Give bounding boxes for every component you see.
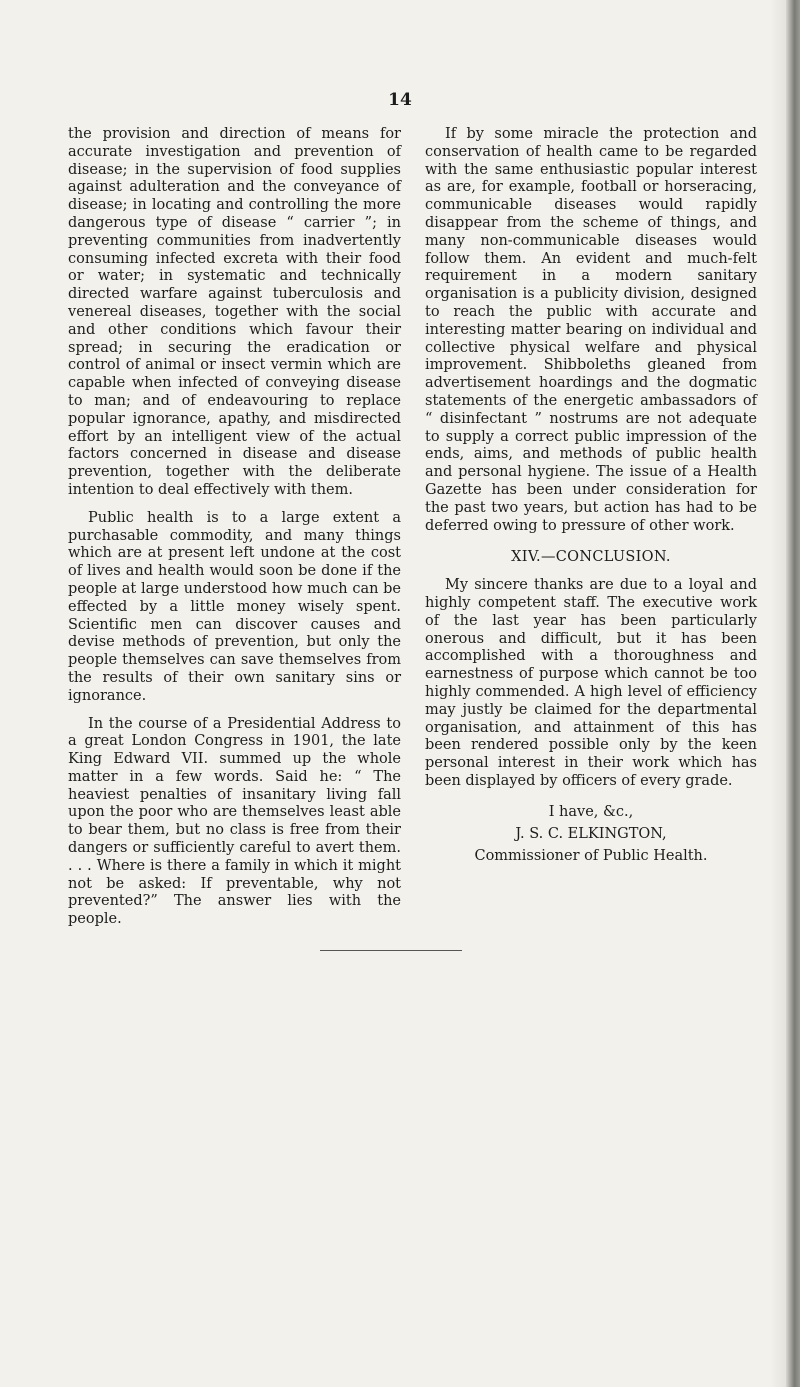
page-edge-strip bbox=[786, 0, 800, 1387]
end-rule bbox=[320, 950, 462, 951]
paragraph-disease-prevention: the provision and direction of means for accurate investigation and prevention of disease; in the supervision of food supplies against adulteration and the conveyance of disease; in locating and controlling the more dangerous type of disease “ carrier ”; in preventing communities from inadvertently consuming infected excreta with their food or water; in systematic and technically directed warfare against tuberculosis and venereal diseases, together with the social and other conditions which favour their spread; in securing the eradication or control of animal or insect vermin which are capable when infected of conveying disease to man; and of endeavouring to replace popular ignorance, apathy, and misdirected effort by an intelligent view of the actual factors concerned in disease and disease prevention, together with the deliberate intention to deal effectively with them. bbox=[68, 126, 401, 498]
signoff-block bbox=[425, 801, 757, 867]
signoff-title: Commissioner of Public Health. bbox=[474, 847, 708, 864]
section-heading-conclusion: XIV.—CONCLUSION. bbox=[511, 549, 671, 566]
signoff-closing: I have, &c., bbox=[548, 803, 634, 820]
paragraph-publicity-division: If by some miracle the protection and conservation of health came to be regarded with the same enthusiastic popular interest as are, for example, football or horseracing, communicable diseases would rapidly disappear from the scheme of things, and many non-communicable diseases would follow them. An evident and much-felt requirement in a modern sanitary organisation is a publicity division, designed to reach the public with accurate and interesting matter bearing on individual and collective physical welfare and physical improvement. Shibboleths gleaned from advertisement hoardings and the dogmatic statements of the energetic ambassadors of “ disinfectant ” nostrums are not adequate to supply a correct public impression of the ends, aims, and methods of public health and personal hygiene. The issue of a Health Gazette has been under consideration for the past two years, but action has had to be deferred owing to pressure of other work. bbox=[425, 126, 757, 534]
paragraph-conclusion: My sincere thanks are due to a loyal and highly competent staff. The executive work of the last year has been particularly onerous and difficult, but it has been accomplished with a thoroughness and earnestness of purpose which cannot be too highly commended. A high level of efficiency may justly be claimed for the departmental organisation, and attainment of this has been rendered possible only by the keen personal interest in their work which has been displayed by officers of every grade. bbox=[425, 577, 757, 789]
paragraph-presidential-address: In the course of a Presidential Address to a great London Congress in 1901, the late King Edward VII. summed up the whole matter in a few words. Said he: “ The heaviest penalties of insanitary living fall upon the poor who are themselves least able to bear them, but no class is free from their dangers or sufficiently careful to avert them. . . . Where is there a family in which it might not be asked: If preventable, why not prevented?” The answer lies with the people. bbox=[68, 715, 401, 928]
right-column bbox=[425, 126, 757, 867]
left-column bbox=[68, 126, 401, 939]
signoff-name: J. S. C. ELKINGTON, bbox=[515, 825, 667, 842]
paragraph-public-health-commodity: Public health is to a large extent a purchasable commodity, and many things which are at present left undone at the cost of lives and health would soon be done if the people at large understood how much can be effected by a little money wisely spent. Scientific men can discover causes and devise methods of prevention, but only the people themselves can save themselves from the results of their own sanitary sins or ignorance. bbox=[68, 509, 401, 704]
page-number: 14 bbox=[388, 90, 412, 110]
page-edge-shadow bbox=[770, 0, 786, 1387]
